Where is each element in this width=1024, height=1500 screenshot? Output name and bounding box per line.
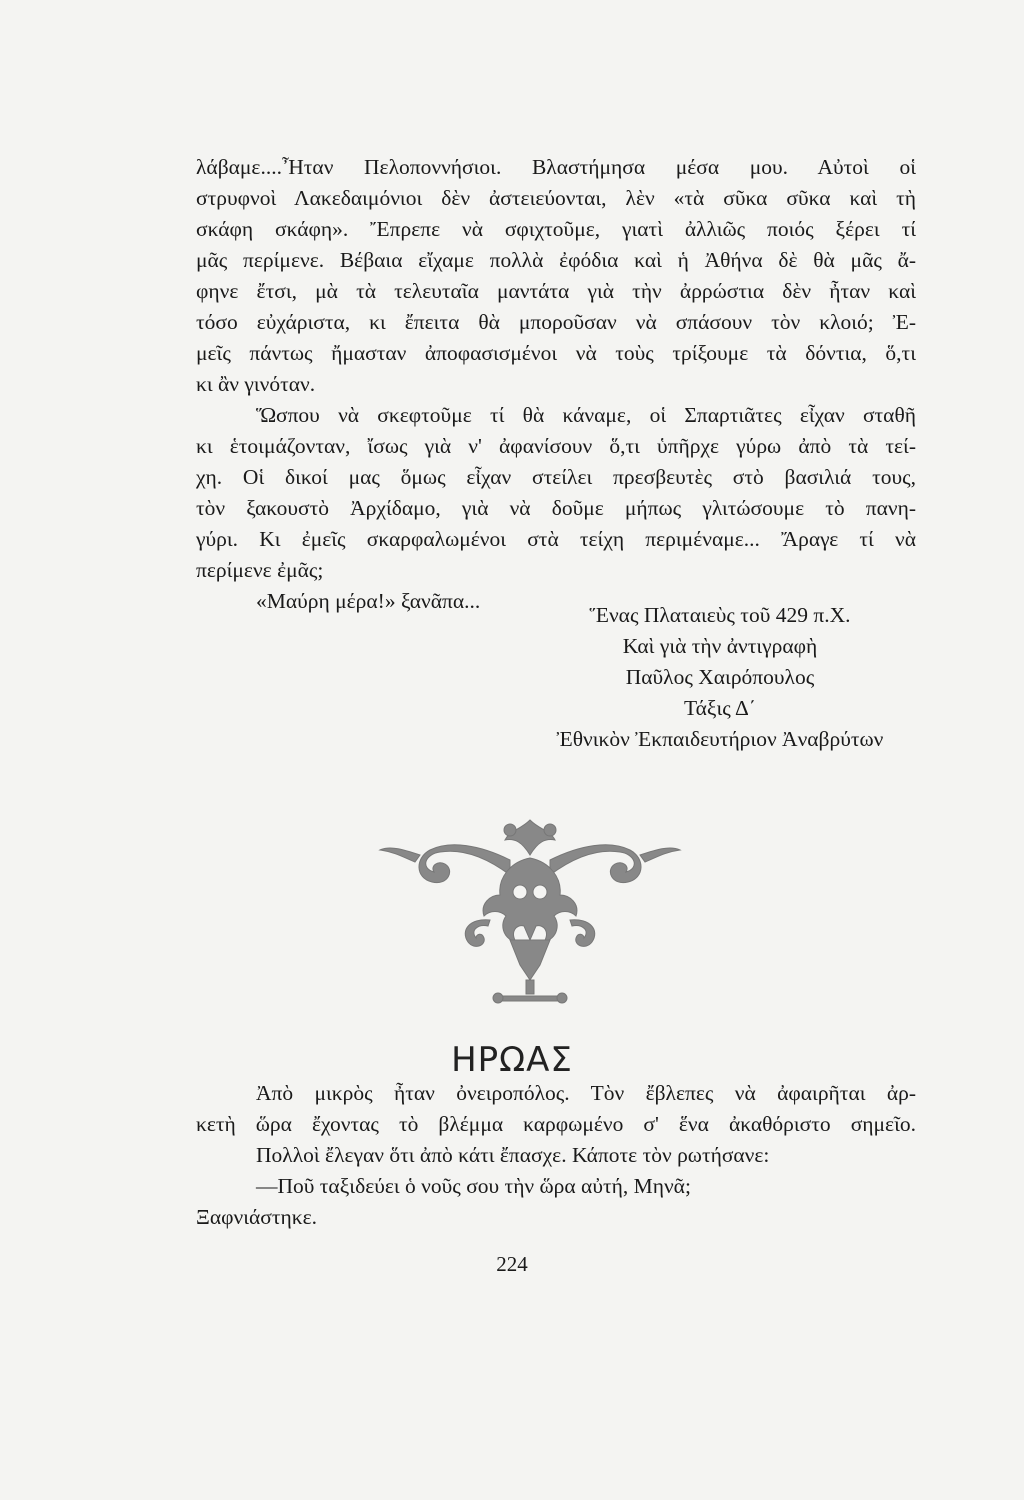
text-line: «Μαύρη μέρα!» ξανᾶπα... <box>256 589 481 613</box>
text-line: Ὥσπου νὰ σκεφτοῦμε τί θὰ κάναμε, οἱ Σπαρτιᾶτες εἶχαν σταθῆ <box>256 403 916 427</box>
text-line: χη. Οἱ δικοί μας ὅμως εἶχαν στείλει πρεσβευτὲς στὸ βασιλιά τους, <box>196 465 916 489</box>
text-line: περίμενε ἐμᾶς; <box>196 558 324 582</box>
text-line: σκάφη σκάφη». Ἔπρεπε νὰ σφιχτοῦμε, γιατὶ ἀλλιῶς ποιός ξέρει τί <box>196 217 916 241</box>
text-line: φηνε ἔτσι, μὰ τὰ τελευταῖα μαντάτα γιὰ τὴν ἀρρώστια δὲν ἦταν καὶ <box>196 279 916 303</box>
passage-text <box>196 152 916 617</box>
text-line: μᾶς περίμενε. Βέβαια εἴχαμε πολλὰ ἐφόδια καὶ ἡ Ἀθήνα δὲ θὰ μᾶς ἄ- <box>196 248 916 272</box>
signature-line: Παῦλος Χαιρόπουλος <box>625 665 815 689</box>
text-line: —Ποῦ ταξιδεύει ὁ νοῦς σου τὴν ὥρα αὐτή, Μηνᾶ; <box>256 1174 691 1198</box>
signature-block <box>460 600 980 755</box>
text-line: λάβαμε....Ἦταν Πελοποννήσιοι. Βλαστήμησα μέσα μου. Αὐτοὶ οἱ <box>196 155 916 179</box>
story-text <box>196 1078 916 1233</box>
text-line: κετὴ ὥρα ἔχοντας τὸ βλέμμα καρφωμένο σ' ἕνα ἀκαθόριστο σημεῖο. <box>196 1112 916 1136</box>
page-number: 224 <box>496 1252 528 1276</box>
text-line: τὸν ξακουστὸ Ἀρχίδαμο, γιὰ νὰ δοῦμε μήπως γλιτώσουμε τὸ πανη- <box>196 496 916 520</box>
text-line: τόσο εὐχάριστα, κι ἔπειτα θὰ μποροῦσαν νὰ σπάσουν τὸν κλοιό; Ἐ- <box>196 310 916 334</box>
signature-line: Ἐθνικὸν Ἐκπαιδευτήριον Ἀναβρύτων <box>556 727 884 751</box>
text-line: μεῖς πάντως ἤμασταν ἀποφασισμένοι νὰ τοὺς τρίξουμε τὰ δόντια, ὅ,τι <box>196 341 916 365</box>
text-line: κι ἑτοιμάζονταν, ἴσως γιὰ ν' ἀφανίσουν ὅ,τι ὑπῆρχε γύρω ἀπὸ τὰ τεί- <box>196 434 916 458</box>
signature-line: Τάξις Δ΄ <box>684 696 756 720</box>
section-heading: ΗΡΩΑΣ <box>451 1040 573 1080</box>
ornament-icon <box>360 800 700 1020</box>
text-line: Ἀπὸ μικρὸς ἦταν ὀνειροπόλος. Τὸν ἔβλεπες νὰ ἀφαιρῆται ἀρ- <box>256 1081 916 1105</box>
signature-line: Ἕνας Πλαταιεὺς τοῦ 429 π.Χ. <box>589 603 851 627</box>
text-line: κι ἂν γινόταν. <box>196 372 316 396</box>
signature-line: Καὶ γιὰ τὴν ἀντιγραφὴ <box>622 634 818 658</box>
text-line: Ξαφνιάστηκε. <box>196 1205 317 1229</box>
text-line: γύρι. Κι ἐμεῖς σκαρφαλωμένοι στὰ τείχη περιμέναμε... Ἄραγε τί νὰ <box>196 527 916 551</box>
text-line: στρυφνοὶ Λακεδαιμόνιοι δὲν ἀστειεύονται, λὲν «τὰ σῦκα σῦκα καὶ τὴ <box>196 186 916 210</box>
text-line: Πολλοὶ ἔλεγαν ὅτι ἀπὸ κάτι ἔπασχε. Κάποτε τὸν ρωτήσανε: <box>256 1143 770 1167</box>
